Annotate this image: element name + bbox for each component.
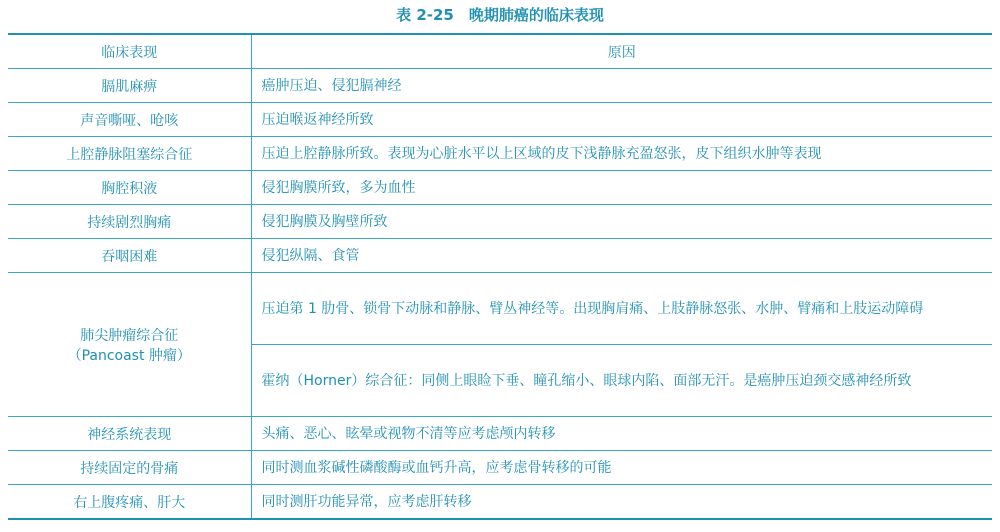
clinical-table: [8, 33, 992, 520]
cause-cell: 侵犯胸膜及胸壁所致: [251, 205, 992, 239]
cause-cell: 头痛、恶心、眩晕或视物不清等应考虑颅内转移: [251, 417, 992, 451]
cause-cell: 癌肿压迫、侵犯膈神经: [251, 69, 992, 103]
table-row: [8, 69, 992, 103]
pancoast-alias: （Pancoast 肿瘤）: [67, 347, 191, 364]
symptom-cell: 持续固定的骨痛: [8, 451, 251, 485]
table-row: [8, 137, 992, 171]
cause-cell: 侵犯纵隔、食管: [251, 239, 992, 273]
symptom-cell-pancoast: [8, 273, 251, 417]
symptom-cell: 上腔静脉阻塞综合征: [8, 137, 251, 171]
cause-cell: 同时测血浆碱性磷酸酶或血钙升高，应考虑骨转移的可能: [251, 451, 992, 485]
table-header-row: [8, 34, 992, 69]
table-row: [8, 239, 992, 273]
table-title: 表 2-25 晚期肺癌的临床表现: [396, 6, 604, 24]
header-symptom: 临床表现: [8, 34, 251, 69]
table-row: [8, 103, 992, 137]
symptom-cell: 胸腔积液: [8, 171, 251, 205]
table-row: [8, 485, 992, 520]
table-row: [8, 451, 992, 485]
symptom-cell: 膈肌麻痹: [8, 69, 251, 103]
symptom-cell: 右上腹疼痛、肝大: [8, 485, 251, 520]
pancoast-name: 肺尖肿瘤综合征: [80, 327, 179, 344]
cause-cell: 压迫第 1 肋骨、锁骨下动脉和静脉、臂丛神经等。出现胸肩痛、上肢静脉怒张、水肿、臂痛和上肢运动障碍: [251, 273, 992, 345]
table-row: [8, 417, 992, 451]
table-row-pancoast: [8, 273, 992, 345]
symptom-cell: 吞咽困难: [8, 239, 251, 273]
cause-cell: 同时测肝功能异常，应考虑肝转移: [251, 485, 992, 520]
symptom-cell: 神经系统表现: [8, 417, 251, 451]
cause-cell: 侵犯胸膜所致，多为血性: [251, 171, 992, 205]
cause-cell: 霍纳（Horner）综合征：同侧上眼睑下垂、瞳孔缩小、眼球内陷、面部无汗。是癌肿压迫颈交感神经所致: [251, 345, 992, 417]
symptom-cell: 持续剧烈胸痛: [8, 205, 251, 239]
table-row: [8, 205, 992, 239]
symptom-cell: 声音嘶哑、呛咳: [8, 103, 251, 137]
header-cause: 原因: [251, 34, 992, 69]
cause-cell: 压迫喉返神经所致: [251, 103, 992, 137]
cause-cell: 压迫上腔静脉所致。表现为心脏水平以上区域的皮下浅静脉充盈怒张，皮下组织水肿等表现: [251, 137, 992, 171]
table-row: [8, 171, 992, 205]
